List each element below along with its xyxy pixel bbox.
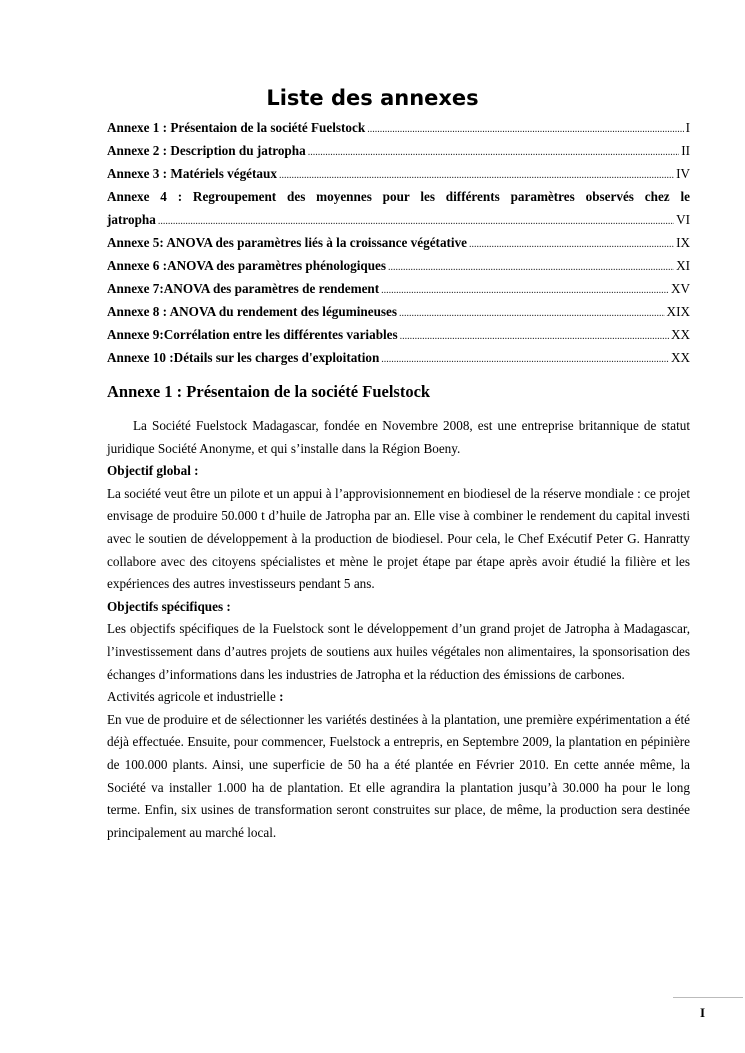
activites-colon: : [279, 689, 284, 705]
toc-label: Annexe 4 : Regroupement des moyennes pour les différents paramètres observés chez le [107, 189, 690, 204]
activites-paragraph: En vue de produire et de sélectionner les variétés destinées à la plantation, une première expérimentation a été déjà effectuée. Ensuite, pour commencer, Fuelstock a entrepris, en Septembre 2009, la plantation en pépinière de 100.000 plants. Ainsi, une superficie de 50 ha a été plantée en Février 2010. En cette année même, la Société va installer 1.000 ha de plantation. Et elle agrandira la plantation jusqu’à 30.000 ha pour le long terme. Enfin, six usines de transformation seront construites sur place, de même, la production sera destinée principalement au marché local. [107, 711, 690, 840]
toc-label: Annexe 1 : Présentaion de la société Fuelstock [107, 120, 366, 135]
footer-divider [673, 997, 743, 998]
toc-label: Annexe 7:ANOVA des paramètres de rendement [107, 281, 380, 296]
toc-entry-4[interactable] [107, 185, 690, 208]
toc-leader [399, 302, 665, 325]
page-title: Liste des annexes [266, 86, 479, 110]
toc-entry-8[interactable] [107, 300, 690, 323]
toc-label: Annexe 9:Corrélation entre les différentes variables [107, 327, 398, 342]
toc-page: I [685, 120, 690, 135]
toc-label: Annexe 6 :ANOVA des paramètres phénologiques [107, 258, 387, 273]
toc-leader [308, 141, 680, 164]
toc-entry-10[interactable] [107, 346, 690, 369]
activites-title [107, 686, 690, 709]
toc-leader [469, 233, 674, 256]
toc-label: jatropha [107, 212, 156, 227]
toc-leader [279, 164, 674, 187]
toc-leader [400, 325, 669, 348]
toc-leader [158, 210, 674, 233]
toc-label: Annexe 8 : ANOVA du rendement des légumineuses [107, 304, 398, 319]
page-number: I [700, 1005, 706, 1020]
toc-entry-6[interactable] [107, 254, 690, 277]
section-body [107, 415, 690, 844]
toc-entry-3[interactable] [107, 162, 690, 185]
toc-page: XX [670, 327, 690, 342]
toc-label: Annexe 5: ANOVA des paramètres liés à la croissance végétative [107, 235, 468, 250]
objectif-global-title: Objectif global : [107, 463, 199, 479]
toc-page: VI [676, 212, 690, 227]
activites-title-text: Activités agricole et industrielle [107, 689, 276, 705]
table-of-contents [107, 116, 690, 369]
toc-entry-7[interactable] [107, 277, 690, 300]
toc-page: XX [670, 350, 690, 365]
toc-entry-5[interactable] [107, 231, 690, 254]
toc-page: XV [670, 281, 690, 296]
objectif-global-paragraph: La société veut être un pilote et un appui à l’approvisionnement en biodiesel de la réserve mondiale : ce projet envisage de produire 50.000 t d’huile de Jatropha par an. Elle vise à combiner le rendement du capital investi avec le soutien de développement à la production de biodiesel. Pour cela, le Chef Exécutif Peter G. Hanratty collabore avec des citoyens spécialistes et mène le projet étape par étape après avoir étudié la filière et les expériences des autres investisseurs pendant 5 ans. [107, 485, 690, 592]
toc-leader [388, 256, 674, 279]
toc-label: Annexe 2 : Description du jatropha [107, 143, 306, 158]
toc-entry-9[interactable] [107, 323, 690, 346]
toc-entry-2[interactable] [107, 139, 690, 162]
toc-entry-4-cont[interactable] [107, 208, 690, 231]
toc-page: XI [676, 258, 690, 273]
toc-page: IV [676, 166, 690, 181]
objectifs-specifiques-title: Objectifs spécifiques : [107, 598, 231, 614]
intro-paragraph: La Société Fuelstock Madagascar, fondée en Novembre 2008, est une entreprise britannique de statut juridique Société Anonyme, et qui s’installe dans la Région Boeny. [107, 418, 690, 456]
section-heading: Annexe 1 : Présentaion de la société Fuelstock [107, 382, 431, 401]
toc-leader [381, 348, 669, 371]
toc-label: Annexe 3 : Matériels végétaux [107, 166, 277, 181]
toc-page: IX [676, 235, 690, 250]
toc-page: XIX [666, 304, 690, 319]
toc-leader [381, 279, 669, 302]
toc-leader [367, 118, 683, 141]
toc-page: II [681, 143, 690, 158]
objectifs-specifiques-paragraph: Les objectifs spécifiques de la Fuelstock sont le développement d’un grand projet de Jatropha à Madagascar, l’investissement dans d’autres projets de soutiens aux huiles végétales non alimentaires, la sponsorisation des échanges d’informations dans les industries de Jatropha et la réduction des émissions de carbones. [107, 621, 690, 682]
toc-entry-1[interactable] [107, 116, 690, 139]
toc-label: Annexe 10 :Détails sur les charges d'exploitation [107, 350, 380, 365]
